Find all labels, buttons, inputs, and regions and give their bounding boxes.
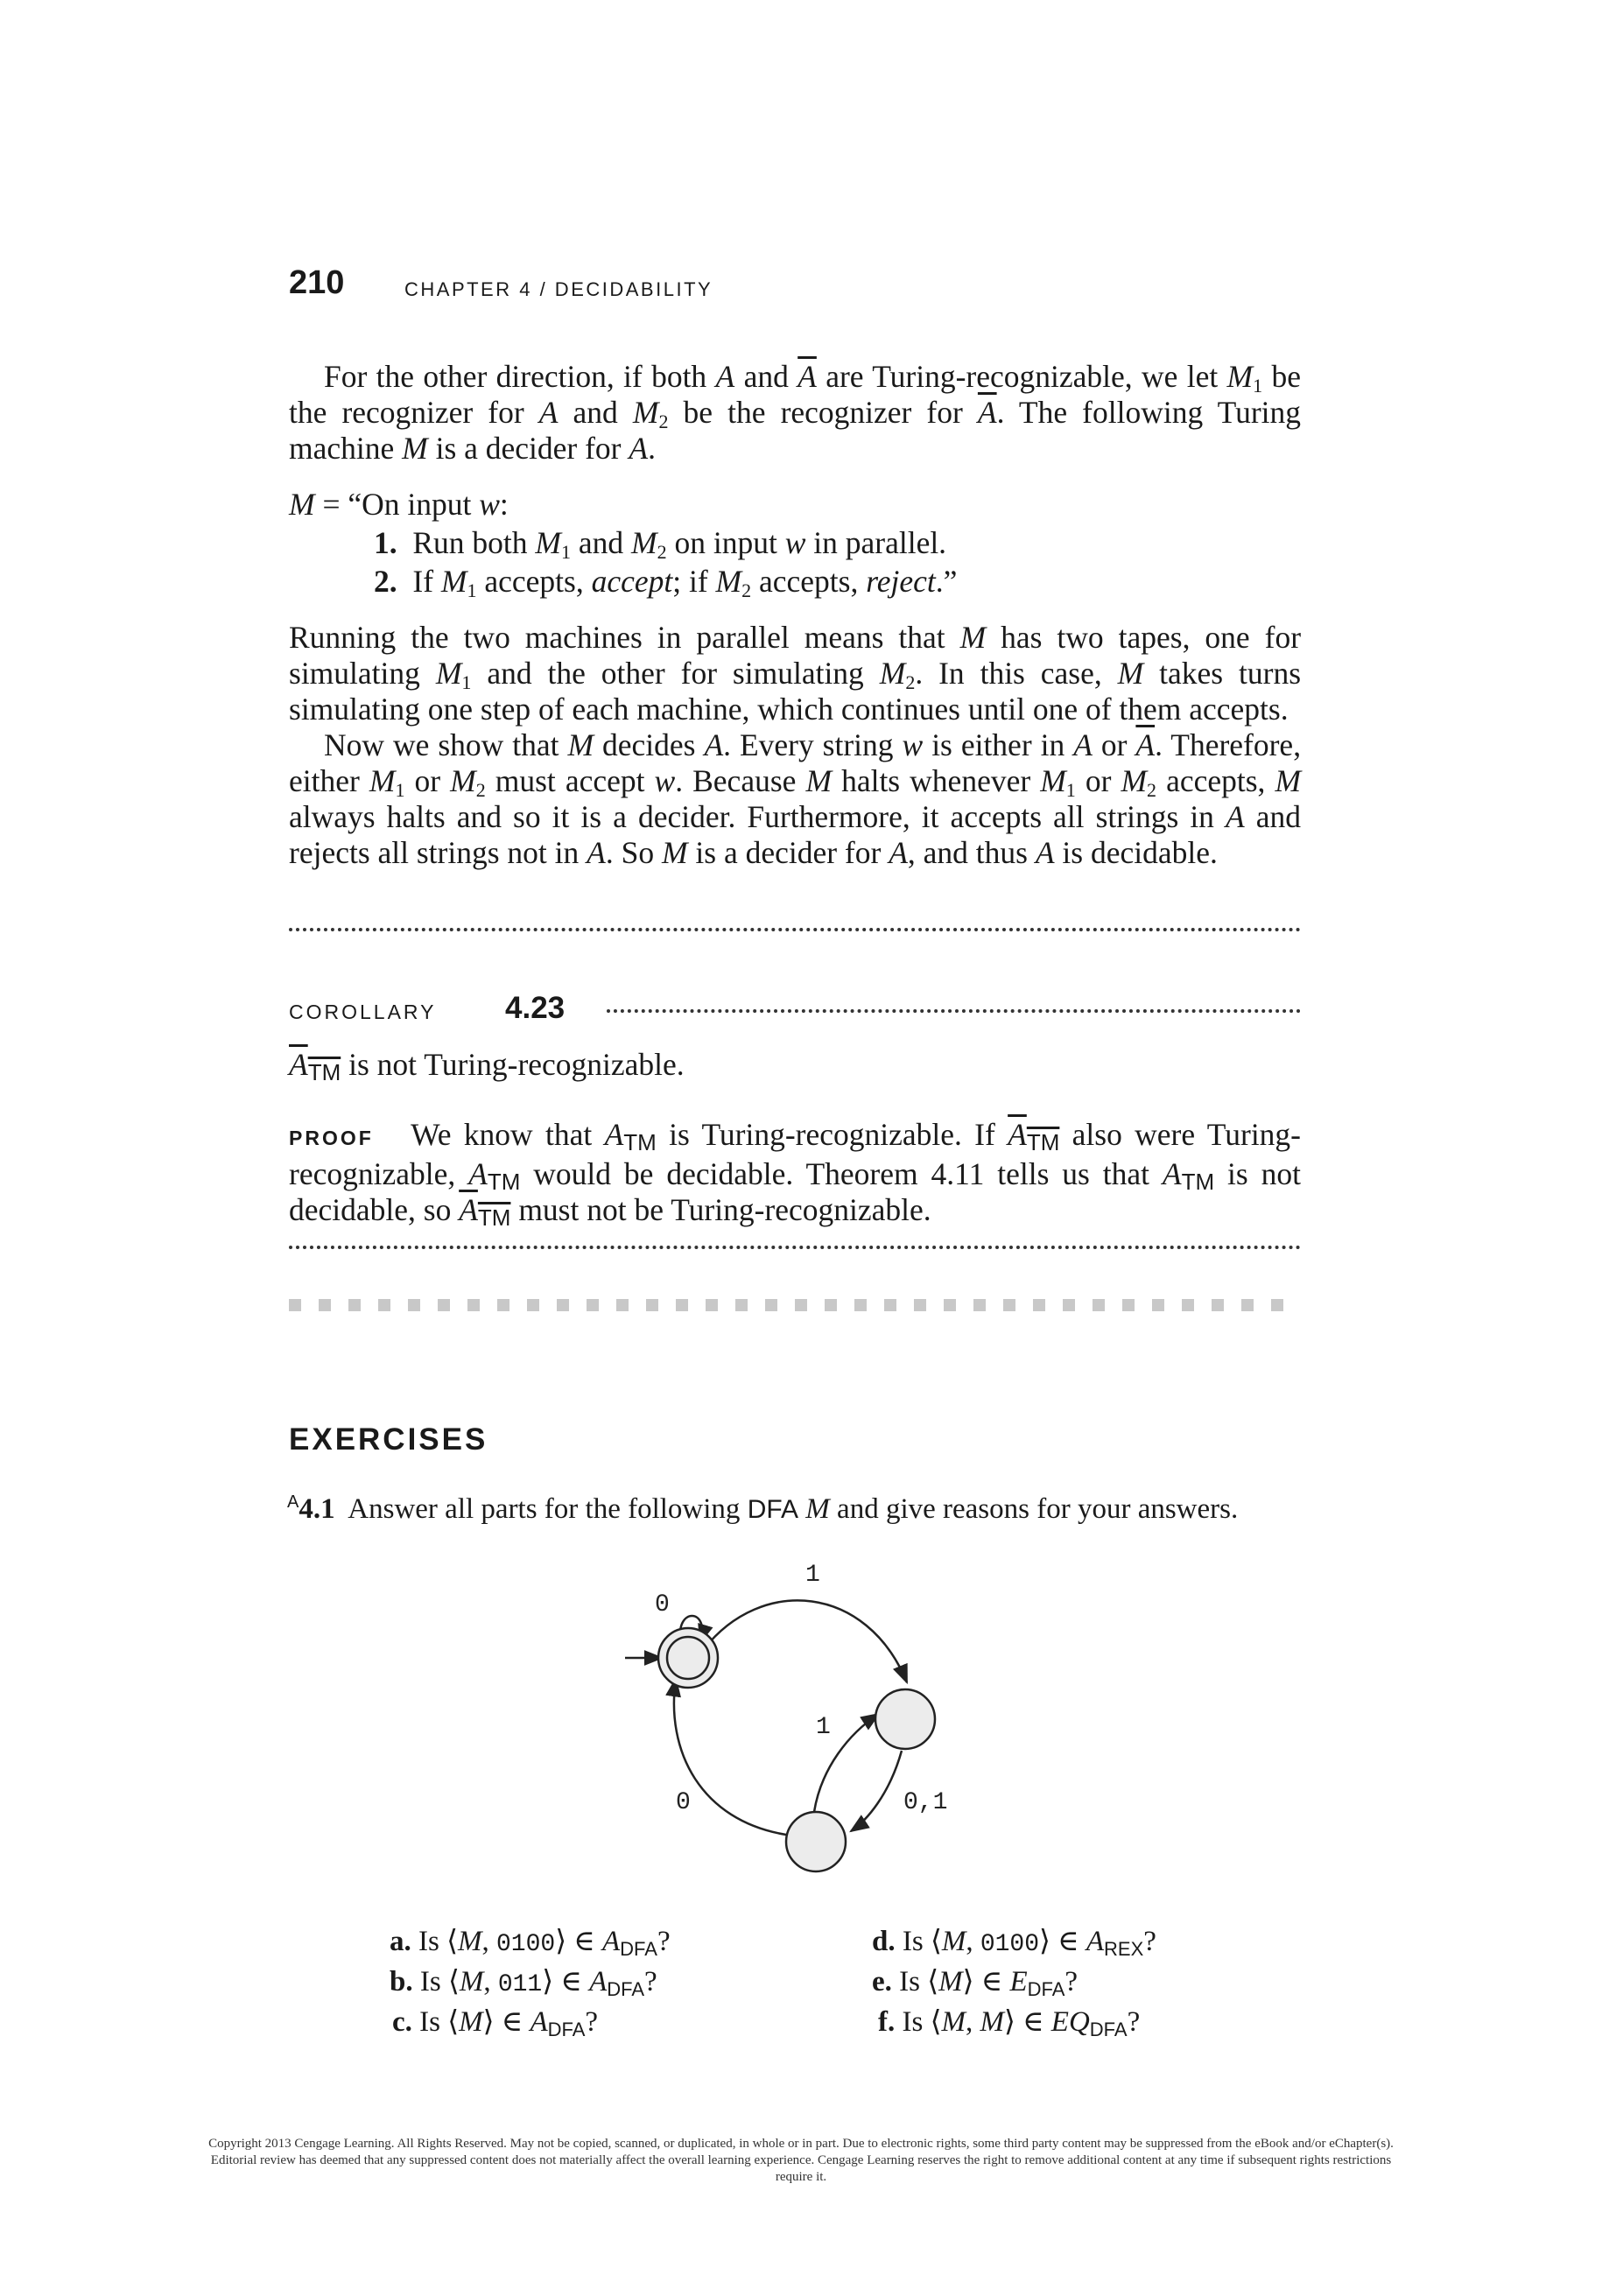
edge-q1-q2	[704, 1600, 907, 1682]
edge-q3-q1	[674, 1679, 786, 1835]
proof-paragraph: PROOF We know that $A_{TM}$ is Turing-recognizable. If $A_{TM}$ also were Turing-recognizable, $A_{TM}$ would be decidable. Theorem 4.11 tells us that $A_{TM}$ is not decidable, so $A_{TM}$ must not be Turing-recognizable.	[289, 1117, 1302, 1231]
page-number: 210	[289, 264, 345, 301]
label-q3-q2: 1	[816, 1714, 831, 1741]
label-q2-q3: 0,1	[903, 1789, 948, 1816]
edge-q2-q3	[851, 1751, 902, 1831]
label-loop: 0	[655, 1591, 670, 1618]
dotted-rule	[289, 928, 1301, 931]
paragraph-parallel: Running the two machines in parallel means that M has two tapes, one for simulating $M_1$ and the other for simulating $M_2$. In this case, M takes turns simulating one step of each machine, which continues until one of them accepts.	[289, 620, 1302, 727]
exercise-part-e: e. Is ⟨M⟩ ∈ $E_{DFA}$?	[872, 1966, 1079, 2000]
exercises-heading: EXERCISES	[289, 1422, 488, 1457]
paragraph-other-direction: For the other direction, if both A and $\overline{A}$ are Turing-recognizable, we let $M_1$ be the recognizer for A and $M_2$ be the recognizer for $\overline{A}$. The following Turing machine M is a decider for A.	[289, 359, 1302, 466]
exercise-part-d: d. Is ⟨M, 0100⟩ ∈ $A_{REX}$?	[872, 1926, 1156, 1960]
dfa-diagram	[613, 1558, 980, 1882]
exercise-part-c: c. Is ⟨M⟩ ∈ $A_{DFA}$?	[392, 2006, 599, 2040]
exercise-part-f: f. Is ⟨M, M⟩ ∈ $EQ_{DFA}$?	[878, 2006, 1141, 2040]
label-q1-q2: 1	[805, 1562, 820, 1589]
algorithm-definition: M = “On input w:	[289, 487, 509, 522]
dotted-rule	[607, 1009, 1301, 1013]
corollary-label: COROLLARY	[289, 1001, 437, 1023]
label-q3-q1: 0	[676, 1789, 691, 1816]
algorithm-step-1: 1. Run both $M_1$ and $M_2$ on input w in parallel.	[374, 525, 947, 563]
exercise-part-a: a. Is ⟨M, 0100⟩ ∈ $A_{DFA}$?	[390, 1926, 671, 1960]
proof-label: PROOF	[289, 1127, 374, 1149]
exercise-4-1-prompt: $^A$4.1 Answer all parts for the following DFA M and give reasons for your answers.	[287, 1492, 1239, 1525]
state-q2	[875, 1689, 935, 1749]
section-separator	[289, 1299, 1304, 1313]
paragraph-decides: Now we show that M decides A. Every string w is either in A or $\overline{A}$. Therefore, either $M_1$ or $M_2$ must accept w. Because M halts whenever $M_1$ or $M_2$ accepts, M always halts and so it is a decider. Furthermore, it accepts all strings in A and rejects all strings not in A. So M is a decider for A, and thus A is decidable.	[289, 727, 1302, 870]
dotted-rule	[289, 1246, 1301, 1249]
exercise-part-b: b. Is ⟨M, 011⟩ ∈ $A_{DFA}$?	[390, 1966, 657, 2000]
state-q1-accept	[658, 1628, 718, 1688]
algorithm-step-2: 2. If $M_1$ accepts, accept; if $M_2$ accepts, reject.”	[374, 564, 958, 601]
corollary-number: 4.23	[505, 991, 566, 1025]
state-q3	[786, 1812, 846, 1871]
chapter-title: CHAPTER 4 / DECIDABILITY	[404, 278, 713, 300]
copyright-notice: Copyright 2013 Cengage Learning. All Rights Reserved. May not be copied, scanned, or duplicated, in whole or in part. Due to electronic rights, some third party content may be suppressed from the eBook and/or eChapter(s). Editorial review has deemed that any suppressed content does not materially affect the overall learning experience. Cengage Learning reserves the right to remove additional content at any time if subsequent rights restrictions require it.	[208, 2137, 1394, 2184]
corollary-statement: $A_{TM}$ is not Turing-recognizable.	[289, 1047, 685, 1085]
